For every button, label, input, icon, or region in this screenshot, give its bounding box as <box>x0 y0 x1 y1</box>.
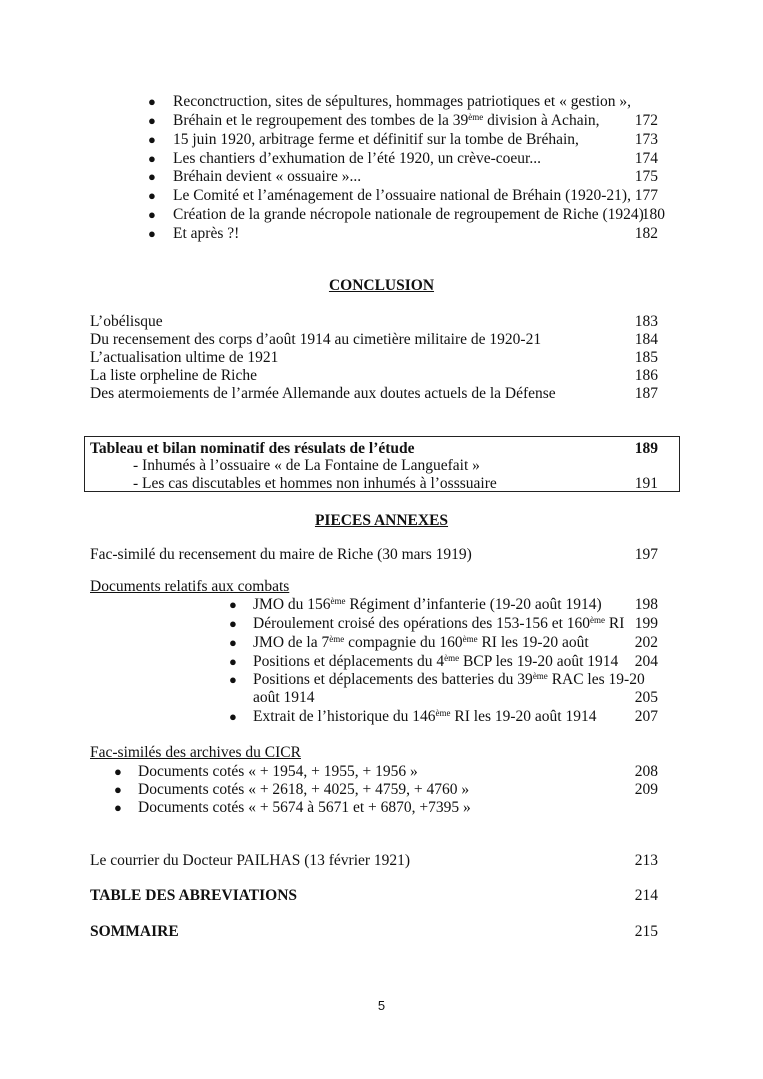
list-item-text: Bréhain devient « ossuaire »... <box>173 168 362 185</box>
combats-item-continuation: août 1914 <box>253 689 315 706</box>
cicr-item-text: Documents cotés « + 1954, + 1955, + 1956 » <box>138 763 418 780</box>
page-ref: 198 <box>634 596 658 613</box>
conclusion-item-text: L’obélisque <box>90 313 163 330</box>
conclusion-item-text: La liste orpheline de Riche <box>90 367 257 384</box>
courrier-text: Le courrier du Docteur PAILHAS (13 février 1921) <box>90 852 411 869</box>
combats-item-text: JMO du 156ème Régiment d’infanterie (19-20 août 1914) <box>253 596 602 613</box>
bullet: ● <box>148 169 156 184</box>
abreviations-text: TABLE DES ABREVIATIONS <box>90 887 298 904</box>
combats-item-text: JMO de la 7ème compagnie du 160ème RI les 19-20 août <box>253 634 589 651</box>
bullet: ● <box>148 94 156 109</box>
page-ref: 187 <box>634 385 658 402</box>
page-ref: 205 <box>634 689 658 706</box>
bullet: ● <box>229 672 237 687</box>
bullet: ● <box>148 226 156 241</box>
page-ref: 204 <box>634 653 658 670</box>
conclusion-item-text: L’actualisation ultime de 1921 <box>90 349 279 366</box>
list-item-text: Reconctruction, sites de sépultures, hommages patriotiques et « gestion », <box>173 93 632 110</box>
page-ref: 172 <box>634 112 658 129</box>
tableau-title: Tableau et bilan nominatif des résulats de l’étude <box>90 440 415 457</box>
bullet: ● <box>229 654 237 669</box>
facsimile-text: Fac-similé du recensement du maire de Riche (30 mars 1919) <box>90 546 472 563</box>
page-ref: 189 <box>634 440 658 457</box>
list-item-text: Les chantiers d’exhumation de l’été 1920, un crève-coeur... <box>173 150 541 167</box>
conclusion-heading: CONCLUSION <box>328 277 435 294</box>
page-ref: 183 <box>634 313 658 330</box>
bullet: ● <box>114 764 122 779</box>
combats-item-text: Positions et déplacements du 4ème BCP les 19-20 août 1914 <box>253 653 619 670</box>
page-ref: 180 <box>641 206 665 223</box>
bullet: ● <box>148 207 156 222</box>
bullet: ● <box>114 800 122 815</box>
page-ref: 186 <box>634 367 658 384</box>
bullet: ● <box>148 188 156 203</box>
bullet: ● <box>229 616 237 631</box>
page-ref: 184 <box>634 331 658 348</box>
list-item-text: Et après ?! <box>173 225 240 242</box>
conclusion-item-text: Du recensement des corps d’août 1914 au cimetière militaire de 1920-21 <box>90 331 542 348</box>
page-ref: 208 <box>634 763 658 780</box>
page-ref: 173 <box>634 131 658 148</box>
page-ref: 202 <box>634 634 658 651</box>
page-ref: 213 <box>634 852 658 869</box>
page-ref: 207 <box>634 708 658 725</box>
conclusion-item-text: Des atermoiements de l’armée Allemande aux doutes actuels de la Défense <box>90 385 556 402</box>
sommaire-text: SOMMAIRE <box>90 923 179 940</box>
combats-item-text: Extrait de l’historique du 146ème RI les 19-20 août 1914 <box>253 708 597 725</box>
page-ref: 182 <box>634 225 658 242</box>
combats-item-text: Déroulement croisé des opérations des 153-156 et 160ème RI <box>253 615 625 632</box>
bullet: ● <box>148 132 156 147</box>
page-ref: 215 <box>634 923 658 940</box>
bullet: ● <box>229 709 237 724</box>
page-ref: 177 <box>634 187 658 204</box>
combats-item-text: Positions et déplacements des batteries du 39ème RAC les 19-20 <box>253 671 645 688</box>
page-number: 5 <box>377 998 386 1013</box>
page-ref: 197 <box>634 546 658 563</box>
page-ref: 199 <box>634 615 658 632</box>
annexes-heading: PIECES ANNEXES <box>314 512 449 529</box>
page-ref: 214 <box>634 887 658 904</box>
page-ref: 174 <box>634 150 658 167</box>
bullet: ● <box>229 635 237 650</box>
tableau-subitem: - Inhumés à l’ossuaire « de La Fontaine de Languefait » <box>133 457 480 474</box>
cicr-heading: Fac-similés des archives du CICR <box>90 744 301 761</box>
bullet: ● <box>148 151 156 166</box>
list-item-text: Création de la grande nécropole nationale de regroupement de Riche (1924) <box>173 206 644 223</box>
combats-heading: Documents relatifs aux combats <box>90 578 290 595</box>
page-ref: 209 <box>634 781 658 798</box>
cicr-item-text: Documents cotés « + 5674 à 5671 et + 6870, +7395 » <box>138 799 471 816</box>
tableau-subitem: - Les cas discutables et hommes non inhumés à l’osssuaire <box>133 475 497 492</box>
list-item-text: 15 juin 1920, arbitrage ferme et définitif sur la tombe de Bréhain, <box>173 131 579 148</box>
cicr-item-text: Documents cotés « + 2618, + 4025, + 4759, + 4760 » <box>138 781 470 798</box>
bullet: ● <box>114 782 122 797</box>
page-ref: 185 <box>634 349 658 366</box>
list-item-text: Bréhain et le regroupement des tombes de la 39ème division à Achain, <box>173 112 600 129</box>
page-ref: 175 <box>634 168 658 185</box>
bullet: ● <box>229 597 237 612</box>
list-item-text: Le Comité et l’aménagement de l’ossuaire national de Bréhain (1920-21), <box>173 187 631 204</box>
bullet: ● <box>148 113 156 128</box>
page-ref: 191 <box>634 475 658 492</box>
